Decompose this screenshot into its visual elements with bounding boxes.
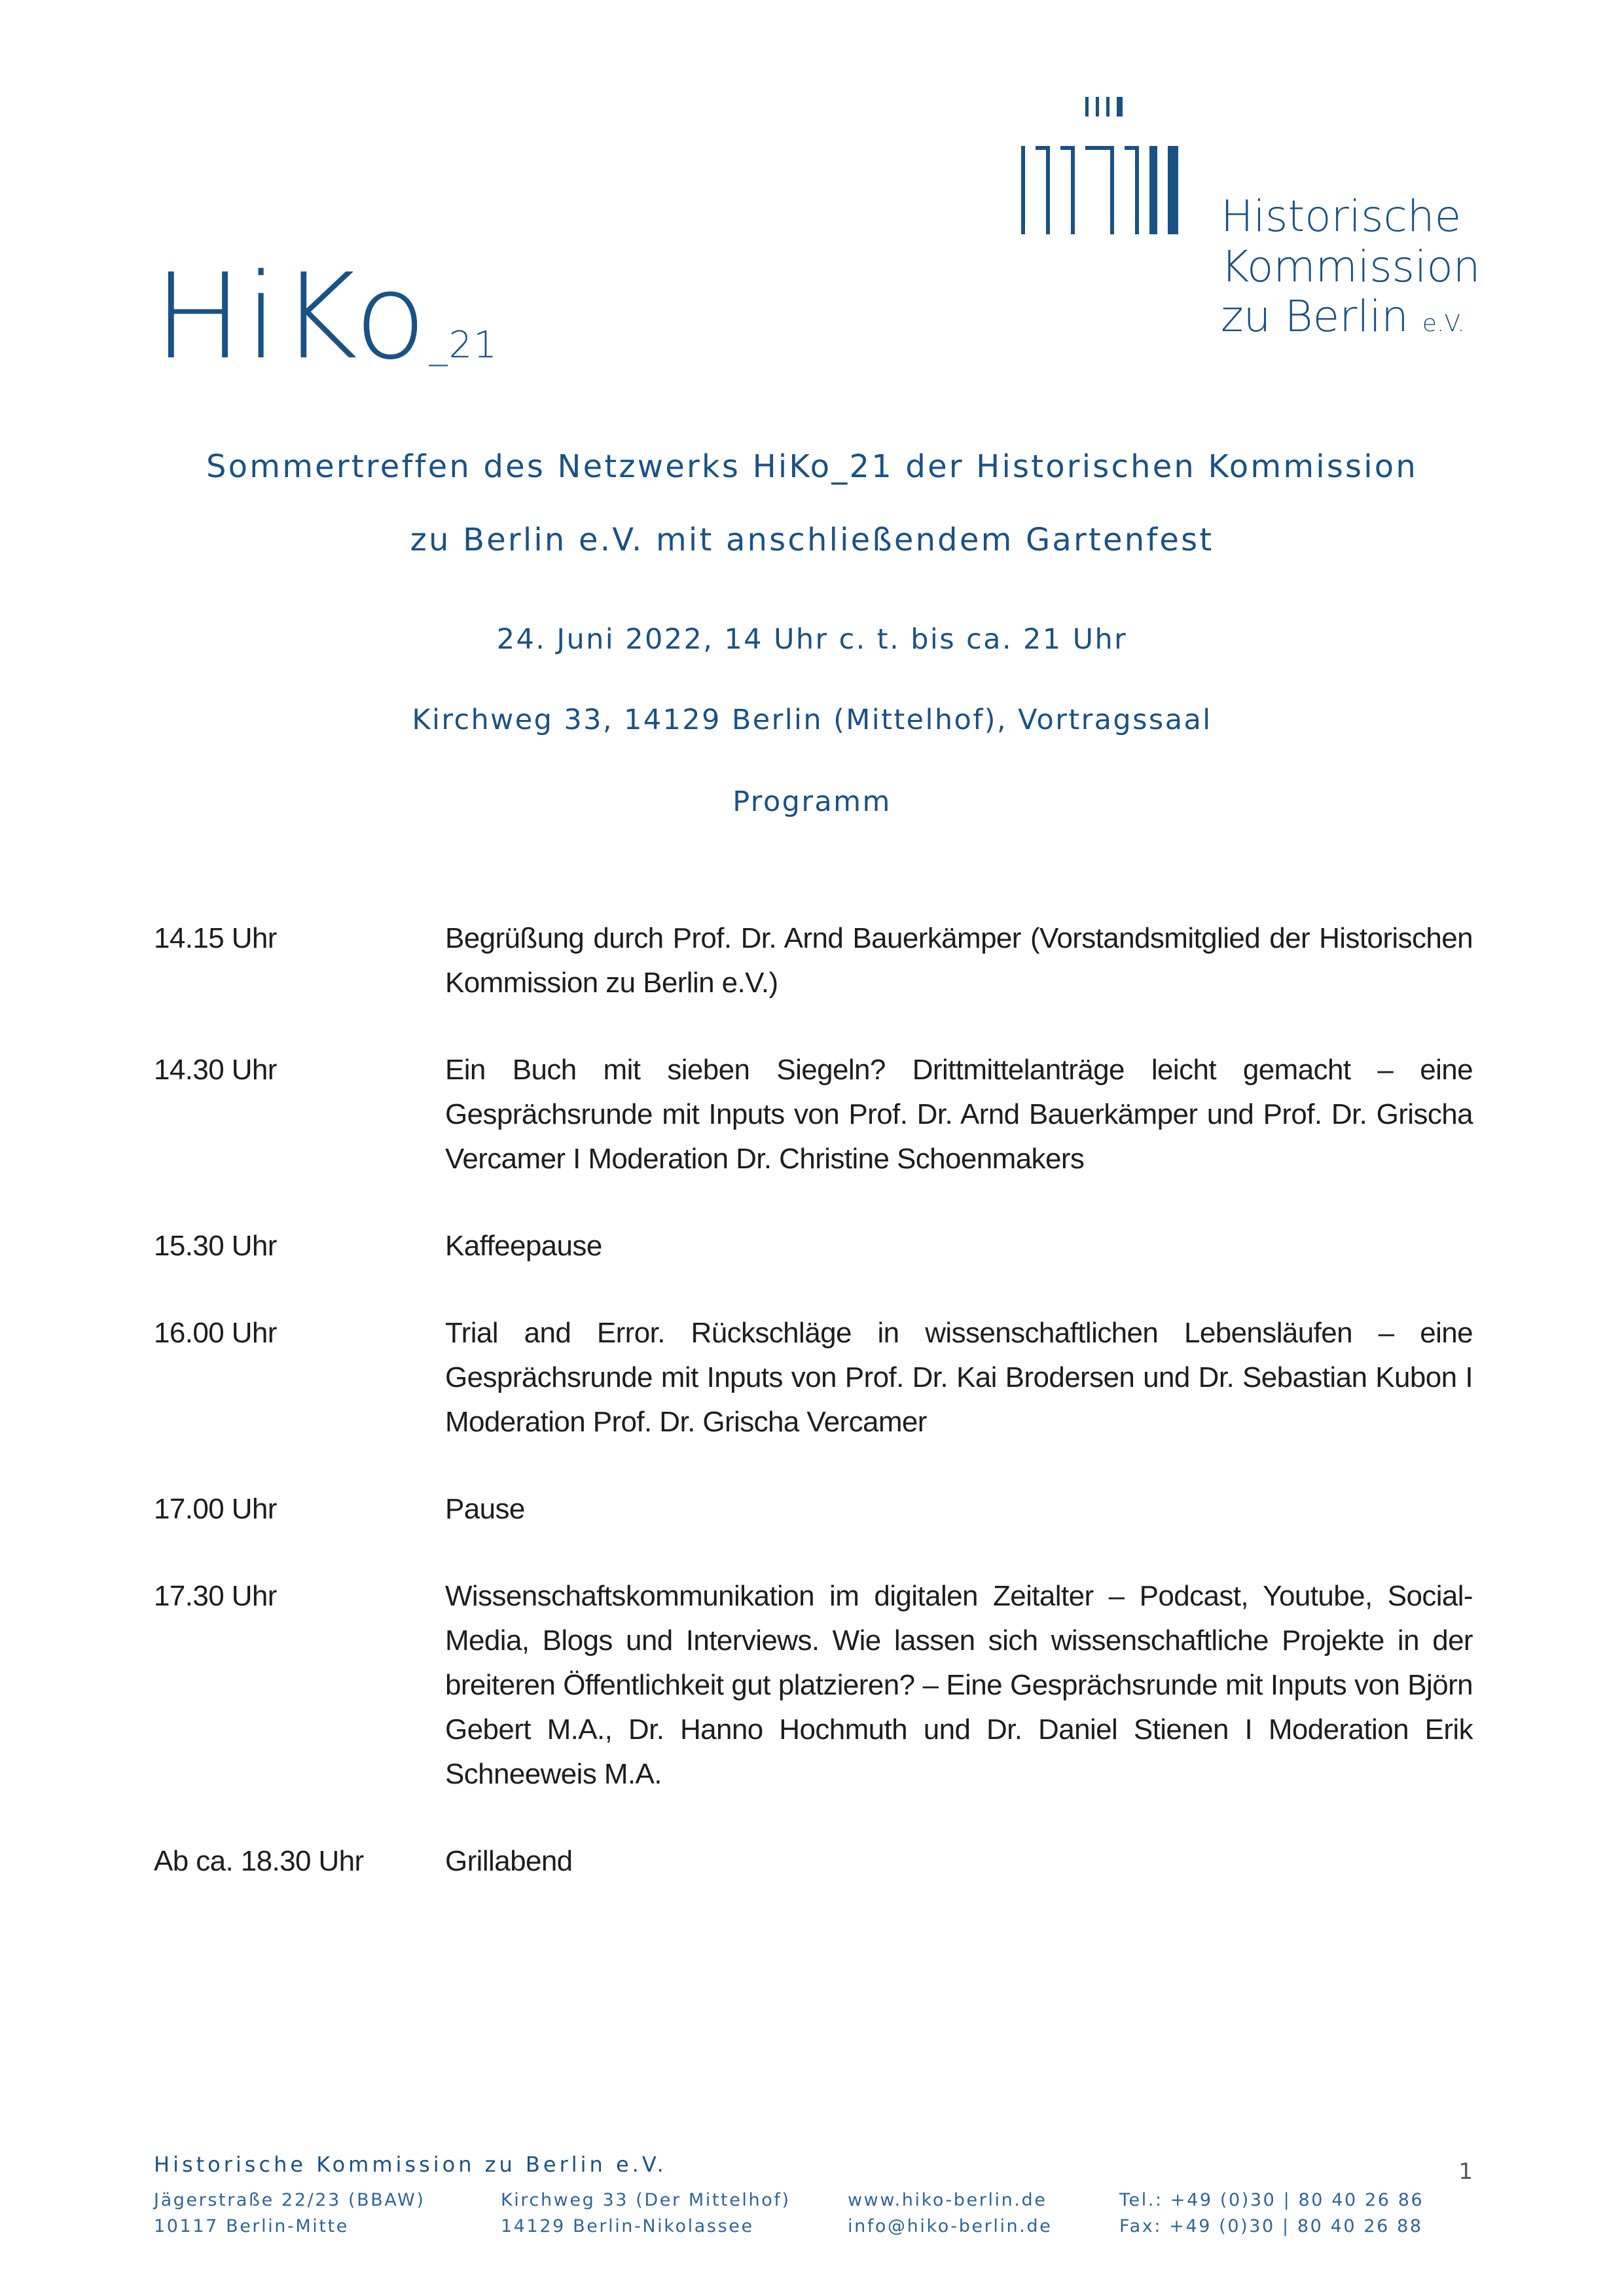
footer-address-bbaw (154, 2187, 425, 2240)
agenda-description: Pause (445, 1493, 525, 1525)
program-heading: Programm (732, 785, 892, 818)
agenda-time: 14.15 Uhr (154, 922, 277, 954)
agenda-time: 15.30 Uhr (154, 1230, 277, 1262)
hiko-logo (154, 249, 498, 386)
footer-line: 14129 Berlin-Nikolassee (501, 2216, 754, 2236)
footer-phone-contact (1119, 2187, 1424, 2240)
commission-logo-line3: zu Berlin (1221, 291, 1409, 342)
agenda-row (154, 1574, 1473, 1797)
agenda-time: 17.00 Uhr (154, 1493, 277, 1525)
agenda-row (154, 1048, 1473, 1181)
commission-logo-line1: Historische (1221, 191, 1462, 242)
agenda-time: 16.00 Uhr (154, 1317, 277, 1349)
agenda-description: Ein Buch mit sieben Siegeln? Drittmittelanträge leicht gemacht – eine Gesprächsrunde mit Inputs von Prof. Dr. Arnd Bauerkämper und Prof. Dr. Grischa Vercamer I Moderation Dr. Christine Schoenmakers (445, 1054, 1473, 1175)
agenda-description: Kaffeepause (445, 1230, 602, 1262)
agenda-row (154, 1224, 1473, 1268)
agenda-time: Ab ca. 18.30 Uhr (154, 1845, 364, 1877)
agenda-description: Trial and Error. Rückschläge in wissenschaftlichen Lebensläufen – eine Gesprächsrunde mit Inputs von Prof. Dr. Kai Brodersen und Dr. Sebastian Kubon I Moderation Prof. Dr. Grischa Vercamer (445, 1317, 1473, 1438)
commission-logo-ev: e.V. (1422, 310, 1465, 338)
agenda-row (154, 916, 1473, 1005)
agenda-row (154, 1311, 1473, 1444)
agenda-description: Grillabend (445, 1845, 573, 1877)
event-address: Kirchweg 33, 14129 Berlin (Mittelhof), Vortragssaal (412, 704, 1212, 736)
footer-line: 10117 Berlin-Mitte (154, 2216, 349, 2236)
agenda-description: Begrüßung durch Prof. Dr. Arnd Bauerkämper (Vorstandsmitglied der Historischen Kommission zu Berlin e.V.) (445, 922, 1473, 999)
footer-address-mittelhof (501, 2187, 791, 2240)
hiko-logo-main: HiKo (154, 249, 429, 386)
footer-phone: Tel.: +49 (0)30 | 80 40 26 86 (1119, 2190, 1424, 2210)
commission-logo (1021, 97, 1479, 359)
footer-website-link[interactable]: www.hiko-berlin.de (848, 2190, 1047, 2210)
agenda-row (154, 1487, 1473, 1532)
footer-web-contact (848, 2187, 1052, 2240)
footer-line: Jägerstraße 22/23 (BBAW) (154, 2190, 425, 2210)
commission-logo-line2: Kommission (1221, 241, 1481, 292)
footer-line: Kirchweg 33 (Der Mittelhof) (501, 2190, 791, 2210)
footer-organization: Historische Kommission zu Berlin e.V. (154, 2152, 667, 2177)
event-date: 24. Juni 2022, 14 Uhr c. t. bis ca. 21 Uhr (496, 623, 1128, 656)
event-title-line-1: Sommertreffen des Netzwerks HiKo_21 der Historischen Kommission (206, 448, 1418, 485)
hiko-logo-suffix: _21 (429, 324, 498, 367)
agenda-time: 17.30 Uhr (154, 1580, 277, 1612)
agenda-description: Wissenschaftskommunikation im digitalen Zeitalter – Podcast, Youtube, Social-Media, Blogs und Interviews. Wie lassen sich wissenschaftliche Projekte in der breiteren Öffentlichkeit gut platzieren? – Eine Gesprächsrunde mit Inputs von Björn Gebert M.A., Dr. Hanno Hochmuth und Dr. Daniel Stienen I Moderation Erik Schneeweis M.A. (445, 1580, 1473, 1790)
commission-logo-mark (1021, 97, 1218, 241)
footer-email-link[interactable]: info@hiko-berlin.de (848, 2216, 1053, 2236)
page-number: 1 (1458, 2159, 1473, 2185)
event-title-line-2: zu Berlin e.V. mit anschließendem Gartenfest (410, 522, 1214, 558)
agenda-row (154, 1839, 1473, 1884)
agenda-time: 14.30 Uhr (154, 1054, 277, 1086)
footer-fax: Fax: +49 (0)30 | 80 40 26 88 (1119, 2216, 1423, 2236)
agenda-list (154, 916, 1473, 1884)
